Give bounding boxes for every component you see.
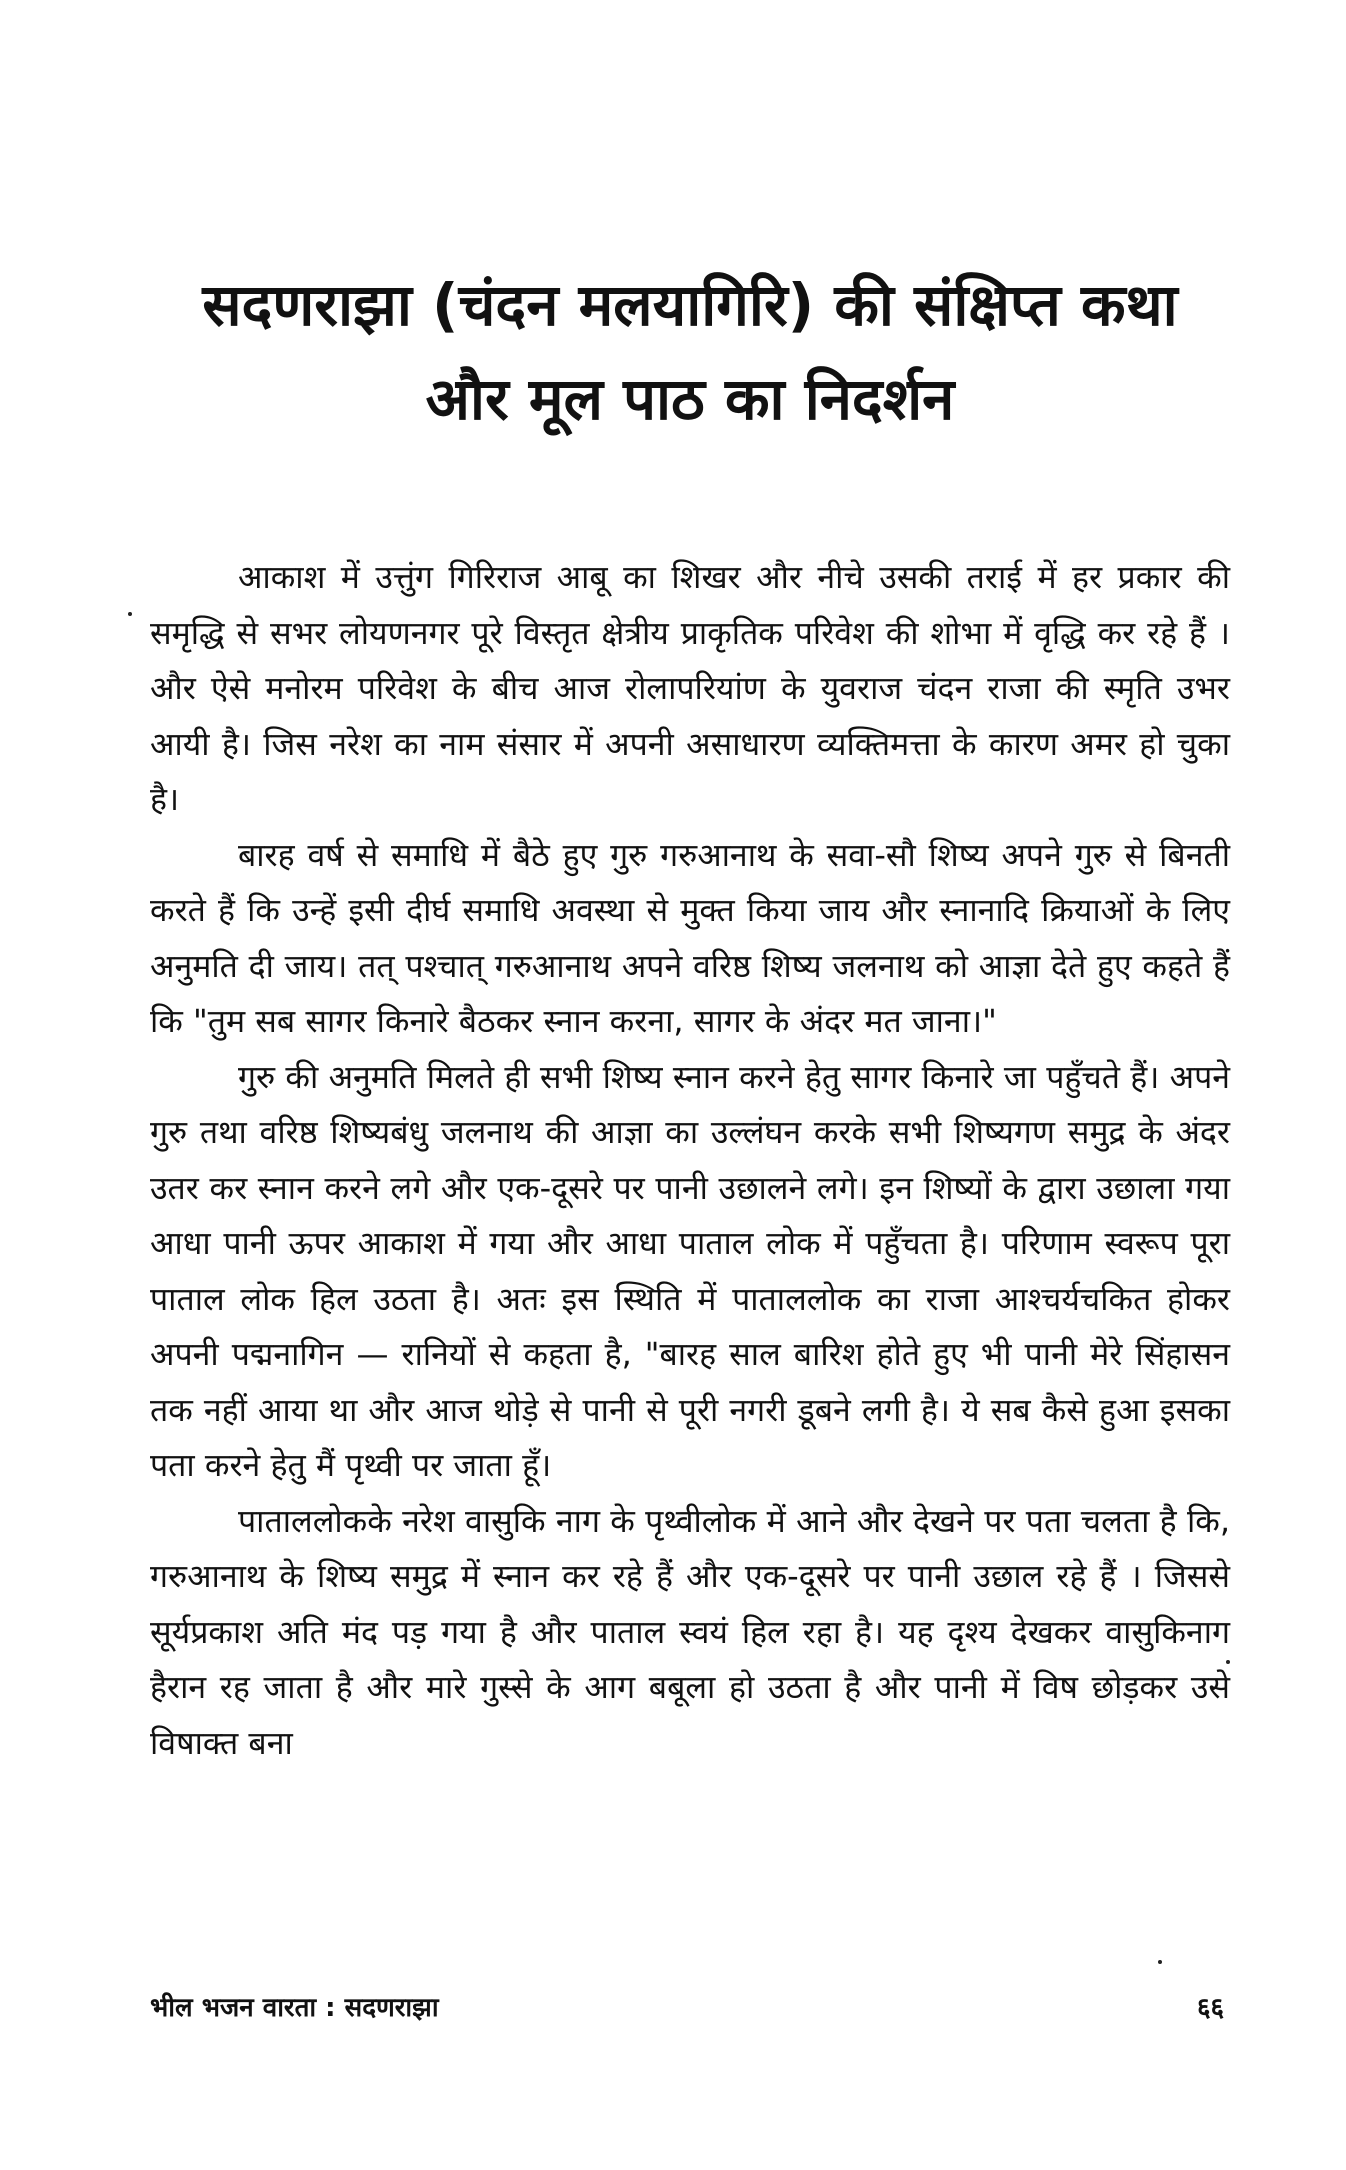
paragraph-2: बारह वर्ष से समाधि में बैठे हुए गुरु गरुआनाथ के सवा-सौ शिष्य अपने गुरु से बिनती करते हैं कि उन्हें इसी दीर्घ समाधि अवस्था से मुक्त किया जाय और स्नानादि क्रियाओं के लिए अनुमति दी जाय। तत् पश्चात् गरुआनाथ अपने वरिष्ठ शिष्य जलनाथ को आज्ञा देते हुए कहते हैं कि "तुम सब सागर किनारे बैठकर स्नान करना, सागर के अंदर मत जाना।" bbox=[150, 835, 1230, 1040]
chapter-title-line-1: सदणराझा (चंदन मलयागिरि) की संक्षिप्त कथा bbox=[202, 271, 1178, 339]
scan-speck bbox=[1158, 1960, 1162, 1964]
book-page bbox=[150, 0, 1230, 2170]
running-footer-title: भील भजन वारता : सदणराझा bbox=[150, 1993, 439, 2023]
scan-speck bbox=[128, 612, 132, 616]
paragraph-3: गुरु की अनुमति मिलते ही सभी शिष्य स्नान करने हेतु सागर किनारे जा पहुँचते हैं। अपने गुरु तथा वरिष्ठ शिष्यबंधु जलनाथ की आज्ञा का उल्लंघन करके सभी शिष्यगण समुद्र के अंदर उतर कर स्नान करने लगे और एक-दूसरे पर पानी उछालने लगे। इन शिष्यों के द्वारा उछाला गया आधा पानी ऊपर आकाश में गया और आधा पाताल लोक में पहुँचता है। परिणाम स्वरूप पूरा पाताल लोक हिल उठता है। अतः इस स्थिति में पाताललोक का राजा आश्चर्यचकित होकर अपनी पद्मनागिन — रानियों से कहता है, "बारह साल बारिश होते हुए भी पानी मेरे सिंहासन तक नहीं आया था और आज थोड़े से पानी से पूरी नगरी डूबने लगी है। ये सब कैसे हुआ इसका पता करने हेतु मैं पृथ्वी पर जाता हूँ। bbox=[150, 1057, 1230, 1484]
page-footer bbox=[150, 1988, 1230, 2028]
chapter-title-line-2: और मूल पाठ का निदर्शन bbox=[425, 365, 955, 433]
paragraph-4: पाताललोकके नरेश वासुकि नाग के पृथ्वीलोक में आने और देखने पर पता चलता है कि, गरुआनाथ के शिष्य समुद्र में स्नान कर रहे हैं और एक-दूसरे पर पानी उछाल रहे हैं । जिससे सूर्यप्रकाश अति मंद पड़ गया है और पाताल स्वयं हिल रहा है। यह दृश्य देखकर वासुकिनाग हैरान रह जाता है और मारे गुस्से के आग बबूला हो उठता है और पानी में विष छोड़कर उसे विषाक्त बना bbox=[150, 1501, 1230, 1762]
paragraph-1: आकाश में उत्तुंग गिरिराज आबू का शिखर और नीचे उसकी तराई में हर प्रकार की समृद्धि से सभर लोयणनगर पूरे विस्तृत क्षेत्रीय प्राकृतिक परिवेश की शोभा में वृद्धि कर रहे हैं । और ऐसे मनोरम परिवेश के बीच आज रोलापरियांण के युवराज चंदन राजा की स्मृति उभर आयी है। जिस नरेश का नाम संसार में अपनी असाधारण व्यक्तिमत्ता के कारण अमर हो चुका है। bbox=[150, 558, 1230, 818]
page-number: ६६ bbox=[1196, 1993, 1224, 2023]
chapter-title bbox=[150, 258, 1230, 446]
scan-speck bbox=[1226, 1660, 1230, 1664]
body-text bbox=[150, 550, 1230, 1771]
